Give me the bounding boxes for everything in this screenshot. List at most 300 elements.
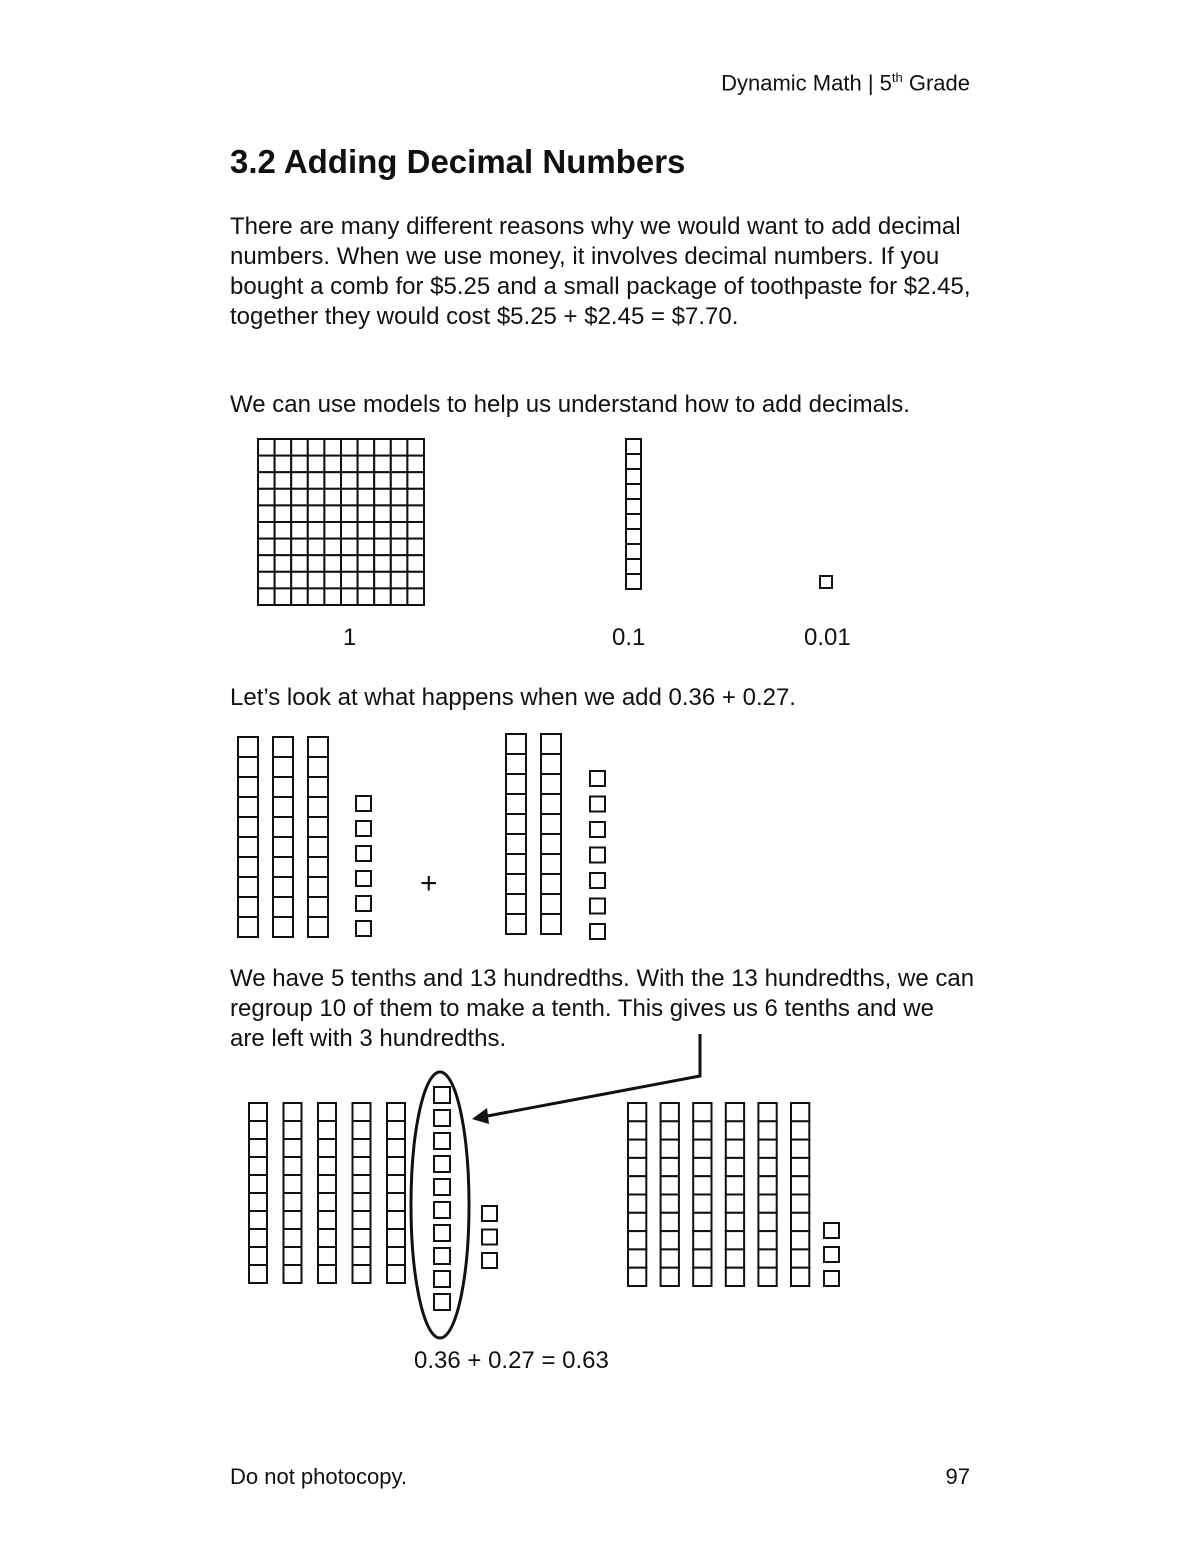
addend2-tenth-cell: [541, 854, 561, 874]
addend1-tenth-cell: [238, 837, 258, 857]
addend1-tenth-cell: [273, 817, 293, 837]
regroup-tenth-cell: [249, 1103, 267, 1121]
one-flat-cell: [341, 522, 358, 539]
result-tenth-cell: [726, 1213, 744, 1231]
one-flat-cell: [258, 456, 275, 473]
addend1-tenth-cell: [308, 797, 328, 817]
result-hundredth: [824, 1247, 839, 1262]
one-flat-cell: [291, 456, 308, 473]
addend1-tenth-cell: [273, 737, 293, 757]
look-paragraph: Let’s look at what happens when we add 0.36 + 0.27.: [230, 684, 796, 711]
one-flat-cell: [374, 472, 391, 489]
regroup-tenth-cell: [249, 1247, 267, 1265]
one-flat-cell: [275, 472, 292, 489]
result-tenth-cell: [628, 1158, 646, 1176]
addend2-tenth-cell: [506, 854, 526, 874]
one-flat-cell: [407, 472, 424, 489]
one-flat-cell: [291, 522, 308, 539]
one-flat-cell: [291, 539, 308, 556]
intro-paragraph: There are many different reasons why we would want to add decimal numbers. When we use money, it involves decimal numbers. If you bought a comb for $5.25 and a small package of toothpaste for $2.45, together they would cost $5.25 + $2.45 = $7.70.: [230, 213, 971, 330]
addend2-tenth-cell: [506, 894, 526, 914]
result-tenth-cell: [726, 1140, 744, 1158]
addend1-tenth-cell: [273, 897, 293, 917]
tenth-rod-cell: [626, 499, 641, 514]
addend1-tenth-cell: [308, 857, 328, 877]
result-hundredth: [824, 1271, 839, 1286]
remaining-hundredth: [482, 1206, 497, 1221]
remaining-hundredth: [482, 1230, 497, 1245]
tenth-rod-cell: [626, 529, 641, 544]
plus-sign: +: [420, 867, 438, 900]
result-tenth-cell: [791, 1231, 809, 1249]
result-tenth-cell: [628, 1176, 646, 1194]
page-title: 3.2 Adding Decimal Numbers: [230, 143, 686, 180]
one-flat-cell: [358, 588, 375, 605]
addend1-tenth-cell: [273, 877, 293, 897]
label-tenth: 0.1: [612, 624, 646, 651]
tenth-rod-cell: [626, 484, 641, 499]
addend2-tenth-cell: [506, 874, 526, 894]
one-flat-cell: [391, 472, 408, 489]
regroup-tenth-cell: [318, 1175, 336, 1193]
regroup-tenth-cell: [353, 1175, 371, 1193]
one-flat-cell: [291, 472, 308, 489]
addend1-tenth-cell: [238, 777, 258, 797]
addend2-tenth-cell: [506, 814, 526, 834]
result-tenth-cell: [661, 1249, 679, 1267]
result-tenth-cell: [628, 1121, 646, 1139]
result-tenth-cell: [628, 1268, 646, 1286]
result-tenth-cell: [693, 1121, 711, 1139]
one-flat-cell: [291, 489, 308, 506]
one-flat-cell: [374, 456, 391, 473]
addend1-tenth-cell: [238, 877, 258, 897]
one-flat-cell: [374, 539, 391, 556]
result-tenth-cell: [628, 1249, 646, 1267]
one-flat-cell: [308, 489, 325, 506]
tenth-rod-cell: [626, 454, 641, 469]
result-tenth-cell: [726, 1249, 744, 1267]
one-flat-cell: [275, 456, 292, 473]
result-tenth-cell: [791, 1195, 809, 1213]
one-flat-cell: [308, 588, 325, 605]
regroup-paragraph: We have 5 tenths and 13 hundredths. With the 13 hundredths, we can regroup 10 of them to make a tenth. This gives us 6 tenths and we are left with 3 hundredths.: [230, 965, 975, 1052]
addend1-tenth-cell: [273, 797, 293, 817]
one-flat-cell: [324, 555, 341, 572]
regroup-tenth-cell: [387, 1139, 405, 1157]
footer-note: Do not photocopy.: [230, 1464, 407, 1489]
tenth-rod-cell: [626, 469, 641, 484]
addend2-tenth-cell: [541, 814, 561, 834]
addend1-tenth-cell: [308, 737, 328, 757]
result-tenth-cell: [726, 1103, 744, 1121]
result-tenth-cell: [726, 1268, 744, 1286]
one-flat-cell: [258, 505, 275, 522]
circled-hundredth: [434, 1202, 450, 1218]
one-flat-cell: [407, 439, 424, 456]
circled-hundredth: [434, 1271, 450, 1287]
result-tenth-cell: [661, 1231, 679, 1249]
result-tenth-cell: [758, 1176, 776, 1194]
one-flat-cell: [391, 456, 408, 473]
regroup-arrow-head: [472, 1108, 489, 1124]
one-flat-cell: [324, 505, 341, 522]
one-flat-cell: [391, 489, 408, 506]
circled-hundredth: [434, 1110, 450, 1126]
one-flat-cell: [407, 489, 424, 506]
regroup-tenth-cell: [284, 1211, 302, 1229]
one-flat-cell: [341, 472, 358, 489]
one-flat-cell: [275, 555, 292, 572]
one-flat-cell: [358, 505, 375, 522]
one-flat-cell: [341, 456, 358, 473]
result-tenth-cell: [628, 1140, 646, 1158]
addend1-tenth-cell: [238, 897, 258, 917]
regroup-tenth-cell: [318, 1193, 336, 1211]
one-flat-cell: [258, 555, 275, 572]
addend2-tenth-cell: [541, 914, 561, 934]
one-flat-cell: [308, 472, 325, 489]
one-flat-cell: [358, 572, 375, 589]
one-flat-cell: [341, 539, 358, 556]
regroup-tenth-cell: [387, 1229, 405, 1247]
result-tenth-cell: [693, 1231, 711, 1249]
one-flat-cell: [275, 522, 292, 539]
result-tenth-cell: [758, 1158, 776, 1176]
regroup-tenth-cell: [249, 1157, 267, 1175]
tenth-rod-cell: [626, 514, 641, 529]
addend1-tenth-cell: [238, 817, 258, 837]
one-flat-cell: [308, 456, 325, 473]
result-tenth-cell: [791, 1268, 809, 1286]
one-flat-cell: [324, 539, 341, 556]
one-flat-cell: [374, 505, 391, 522]
addend2-tenth-cell: [506, 754, 526, 774]
regroup-tenth-cell: [387, 1193, 405, 1211]
addend2-tenth-cell: [506, 834, 526, 854]
regroup-tenth-cell: [249, 1139, 267, 1157]
result-tenth-cell: [661, 1140, 679, 1158]
regroup-tenth-cell: [353, 1265, 371, 1283]
header-suffix: Grade: [902, 70, 970, 96]
result-tenth-cell: [726, 1231, 744, 1249]
regroup-tenth-cell: [284, 1157, 302, 1175]
regroup-tenth-cell: [284, 1193, 302, 1211]
one-flat-cell: [324, 522, 341, 539]
label-hundredth: 0.01: [804, 624, 851, 651]
result-tenth-cell: [791, 1176, 809, 1194]
regroup-tenth-cell: [284, 1139, 302, 1157]
circled-hundredth: [434, 1179, 450, 1195]
result-tenth-cell: [726, 1195, 744, 1213]
addend1-tenth-cell: [238, 797, 258, 817]
regroup-tenth-cell: [284, 1265, 302, 1283]
one-flat-cell: [391, 439, 408, 456]
tenth-rod-cell: [626, 544, 641, 559]
one-flat-cell: [308, 539, 325, 556]
one-flat-cell: [391, 588, 408, 605]
addend1-tenth-cell: [238, 737, 258, 757]
addend2-tenth-cell: [541, 834, 561, 854]
regroup-tenth-cell: [353, 1103, 371, 1121]
result-tenth-cell: [758, 1268, 776, 1286]
regroup-tenth-cell: [353, 1229, 371, 1247]
addend2-tenth-cell: [541, 874, 561, 894]
one-flat-cell: [308, 439, 325, 456]
one-flat-cell: [258, 472, 275, 489]
addend2-hundredth: [590, 822, 605, 837]
addend2-hundredth: [590, 924, 605, 939]
one-flat-cell: [291, 505, 308, 522]
one-flat-cell: [308, 572, 325, 589]
circled-hundredth: [434, 1156, 450, 1172]
result-tenth-cell: [628, 1195, 646, 1213]
regroup-tenth-cell: [318, 1265, 336, 1283]
one-flat-cell: [374, 572, 391, 589]
addend1-hundredth: [356, 821, 371, 836]
addend1-hundredth: [356, 871, 371, 886]
circled-hundredth: [434, 1248, 450, 1264]
one-flat-cell: [358, 456, 375, 473]
addend2-tenth-cell: [541, 794, 561, 814]
result-tenth-cell: [661, 1121, 679, 1139]
tenth-rod-cell: [626, 439, 641, 454]
result-tenth-cell: [758, 1249, 776, 1267]
result-tenth-cell: [758, 1213, 776, 1231]
one-flat-cell: [358, 472, 375, 489]
result-tenth-cell: [791, 1249, 809, 1267]
regroup-tenth-cell: [353, 1247, 371, 1265]
addend1-tenth-cell: [273, 857, 293, 877]
addend2-tenth-cell: [506, 914, 526, 934]
regroup-tenth-cell: [353, 1139, 371, 1157]
one-flat-cell: [275, 505, 292, 522]
one-flat-cell: [258, 439, 275, 456]
regroup-tenth-cell: [318, 1229, 336, 1247]
header-sup: th: [891, 70, 903, 85]
result-tenth-cell: [758, 1140, 776, 1158]
result-tenth-cell: [791, 1121, 809, 1139]
result-tenth-cell: [726, 1176, 744, 1194]
addend1-tenth-cell: [308, 817, 328, 837]
addend1-tenth-cell: [273, 837, 293, 857]
one-flat-cell: [407, 505, 424, 522]
addend1-hundredth: [356, 796, 371, 811]
one-flat-cell: [341, 555, 358, 572]
result-tenth-cell: [726, 1158, 744, 1176]
addend1-tenth-cell: [308, 877, 328, 897]
regroup-tenth-cell: [353, 1121, 371, 1139]
one-flat-cell: [374, 489, 391, 506]
one-flat-cell: [308, 522, 325, 539]
result-tenth-cell: [661, 1176, 679, 1194]
one-flat-cell: [358, 539, 375, 556]
one-flat-cell: [308, 505, 325, 522]
result-tenth-cell: [791, 1158, 809, 1176]
one-flat-cell: [341, 439, 358, 456]
addend1-hundredth: [356, 896, 371, 911]
regroup-tenth-cell: [387, 1103, 405, 1121]
one-flat-cell: [275, 489, 292, 506]
addend1-hundredth: [356, 846, 371, 861]
one-flat-cell: [258, 539, 275, 556]
result-tenth-cell: [758, 1121, 776, 1139]
result-tenth-cell: [758, 1195, 776, 1213]
result-tenth-cell: [693, 1158, 711, 1176]
regroup-tenth-cell: [284, 1229, 302, 1247]
one-flat-cell: [391, 572, 408, 589]
regroup-tenth-cell: [284, 1103, 302, 1121]
addend1-tenth-cell: [273, 917, 293, 937]
result-tenth-cell: [693, 1213, 711, 1231]
regroup-tenth-cell: [387, 1121, 405, 1139]
one-flat-cell: [407, 539, 424, 556]
regroup-tenth-cell: [249, 1121, 267, 1139]
result-tenth-cell: [693, 1140, 711, 1158]
one-flat-cell: [358, 439, 375, 456]
result-tenth-cell: [693, 1103, 711, 1121]
regroup-tenth-cell: [387, 1175, 405, 1193]
hundredth-cube: [820, 576, 832, 588]
addend2-hundredth: [590, 873, 605, 888]
regroup-tenth-cell: [318, 1139, 336, 1157]
result-tenth-cell: [726, 1121, 744, 1139]
one-flat-cell: [258, 489, 275, 506]
one-flat-cell: [341, 588, 358, 605]
one-flat-cell: [291, 588, 308, 605]
regroup-tenth-cell: [284, 1175, 302, 1193]
result-tenth-cell: [661, 1213, 679, 1231]
one-flat-cell: [341, 572, 358, 589]
result-tenth-cell: [628, 1213, 646, 1231]
one-flat-cell: [407, 588, 424, 605]
regroup-tenth-cell: [249, 1193, 267, 1211]
regroup-tenth-cell: [353, 1157, 371, 1175]
one-flat-cell: [275, 539, 292, 556]
circled-hundredth: [434, 1087, 450, 1103]
one-flat-cell: [275, 439, 292, 456]
regroup-tenth-cell: [284, 1247, 302, 1265]
regroup-tenth-cell: [387, 1247, 405, 1265]
regroup-tenth-cell: [387, 1157, 405, 1175]
result-tenth-cell: [661, 1195, 679, 1213]
label-one: 1: [343, 624, 357, 651]
result-tenth-cell: [661, 1103, 679, 1121]
addend1-tenth-cell: [273, 757, 293, 777]
circled-hundredth: [434, 1294, 450, 1310]
result-tenth-cell: [693, 1176, 711, 1194]
result-tenth-cell: [693, 1249, 711, 1267]
one-flat-cell: [291, 439, 308, 456]
models-paragraph: We can use models to help us understand how to add decimals.: [230, 391, 910, 418]
one-flat-cell: [374, 522, 391, 539]
one-flat-cell: [324, 439, 341, 456]
one-flat-cell: [341, 489, 358, 506]
regroup-tenth-cell: [387, 1211, 405, 1229]
one-flat-cell: [374, 555, 391, 572]
addend1-tenth-cell: [308, 837, 328, 857]
one-flat-cell: [391, 539, 408, 556]
one-flat-cell: [324, 572, 341, 589]
result-tenth-cell: [628, 1103, 646, 1121]
regroup-tenth-cell: [249, 1229, 267, 1247]
addend2-tenth-cell: [541, 734, 561, 754]
addend2-hundredth: [590, 771, 605, 786]
addend1-tenth-cell: [308, 897, 328, 917]
one-flat-cell: [391, 555, 408, 572]
circled-hundredth: [434, 1225, 450, 1241]
regroup-tenth-cell: [284, 1121, 302, 1139]
result-tenth-cell: [791, 1103, 809, 1121]
one-flat-cell: [258, 588, 275, 605]
regroup-tenth-cell: [318, 1157, 336, 1175]
one-flat-cell: [324, 489, 341, 506]
addend2-hundredth: [590, 899, 605, 914]
page-number: 97: [945, 1464, 970, 1489]
addend1-tenth-cell: [308, 917, 328, 937]
regroup-tenth-cell: [249, 1211, 267, 1229]
addend2-tenth-cell: [506, 774, 526, 794]
addend1-tenth-cell: [273, 777, 293, 797]
one-flat-cell: [308, 555, 325, 572]
addend2-tenth-cell: [541, 754, 561, 774]
result-tenth-cell: [661, 1268, 679, 1286]
addend2-hundredth: [590, 797, 605, 812]
addend1-tenth-cell: [238, 917, 258, 937]
regroup-tenth-cell: [249, 1175, 267, 1193]
addend1-tenth-cell: [238, 857, 258, 877]
addend2-tenth-cell: [541, 774, 561, 794]
one-flat-cell: [391, 505, 408, 522]
one-flat-cell: [258, 572, 275, 589]
addend1-tenth-cell: [308, 777, 328, 797]
one-flat-cell: [407, 572, 424, 589]
regroup-tenth-cell: [353, 1211, 371, 1229]
one-flat-cell: [275, 588, 292, 605]
regroup-tenth-cell: [318, 1247, 336, 1265]
one-flat-cell: [291, 555, 308, 572]
one-flat-cell: [374, 588, 391, 605]
addend1-tenth-cell: [308, 757, 328, 777]
regroup-tenth-cell: [318, 1121, 336, 1139]
one-flat-cell: [407, 555, 424, 572]
one-flat-cell: [324, 588, 341, 605]
one-flat-cell: [258, 522, 275, 539]
addend2-hundredth: [590, 848, 605, 863]
result-tenth-cell: [628, 1231, 646, 1249]
one-flat-cell: [275, 572, 292, 589]
regroup-tenth-cell: [353, 1193, 371, 1211]
regroup-tenth-cell: [318, 1103, 336, 1121]
tenth-rod-cell: [626, 559, 641, 574]
result-tenth-cell: [791, 1140, 809, 1158]
one-flat-cell: [358, 522, 375, 539]
regroup-tenth-cell: [387, 1265, 405, 1283]
addend1-tenth-cell: [238, 757, 258, 777]
one-flat-cell: [341, 505, 358, 522]
result-hundredth: [824, 1223, 839, 1238]
one-flat-cell: [374, 439, 391, 456]
one-flat-cell: [324, 456, 341, 473]
remaining-hundredth: [482, 1253, 497, 1268]
result-tenth-cell: [758, 1103, 776, 1121]
result-tenth-cell: [693, 1195, 711, 1213]
tenth-rod-cell: [626, 574, 641, 589]
result-equation: 0.36 + 0.27 = 0.63: [414, 1347, 609, 1374]
addend2-tenth-cell: [506, 794, 526, 814]
addend2-tenth-cell: [541, 894, 561, 914]
one-flat-cell: [407, 522, 424, 539]
